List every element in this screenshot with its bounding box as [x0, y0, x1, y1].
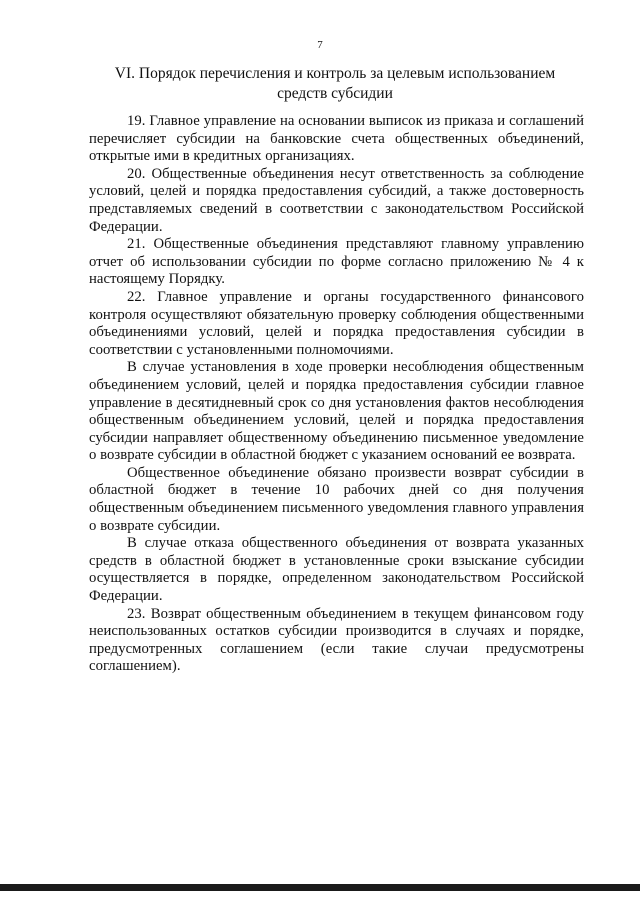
section-title	[90, 64, 580, 104]
section-title-line: средств субсидии	[277, 85, 393, 102]
body-text	[89, 113, 584, 676]
paragraph-22-refusal: В случае отказа общественного объединения от возврата указанных средств в областной бюджет в установленные сроки взыскание субсидии осуществляется в порядке, определенном законодательством Российской Федерации.	[89, 535, 584, 605]
paragraph-19: 19. Главное управление на основании выписок из приказа и соглашений перечисляет субсидии на банковские счета общественных объединений, открытые ими в кредитных организациях.	[89, 113, 584, 165]
page-number: 7	[317, 39, 323, 51]
paragraph-21: 21. Общественные объединения представляют главному управлению отчет об использовании субсидии по форме согласно приложению № 4 к настоящему Порядку.	[89, 236, 584, 288]
paragraph-23: 23. Возврат общественным объединением в текущем финансовом году неиспользованных остатков субсидии производится в случаях и порядке, предусмотренных соглашением (если такие случаи предусмотрены соглашением).	[89, 605, 584, 675]
bottom-scan-edge	[0, 884, 640, 891]
paragraph-22: 22. Главное управление и органы государственного финансового контроля осуществляют обязательную проверку соблюдения общественными объединениями условий, целей и порядка предоставления субсидии в соответствии с установленными полномочиями.	[89, 288, 584, 358]
paragraph-22-return-obligation: Общественное объединение обязано произвести возврат субсидии в областной бюджет в течение 10 рабочих дней со дня получения общественным объединением письменного уведомления главного управления о возврате субсидии.	[89, 464, 584, 534]
paragraph-20: 20. Общественные объединения несут ответственность за соблюдение условий, целей и порядка предоставления субсидий, а также достоверность представляемых сведений в соответствии с законодательством Российской Федерации.	[89, 165, 584, 235]
paragraph-22-violation: В случае установления в ходе проверки несоблюдения общественным объединением условий, целей и порядка предоставления субсидии главное управление в десятидневный срок со дня установления фактов несоблюдения общественным объединением условий, целей и порядка предоставления субсидии направляет общественному объединению письменное уведомление о возврате субсидии в областной бюджет с указанием оснований ее возврата.	[89, 359, 584, 464]
section-title-line: VI. Порядок перечисления и контроль за целевым использованием	[114, 65, 556, 82]
